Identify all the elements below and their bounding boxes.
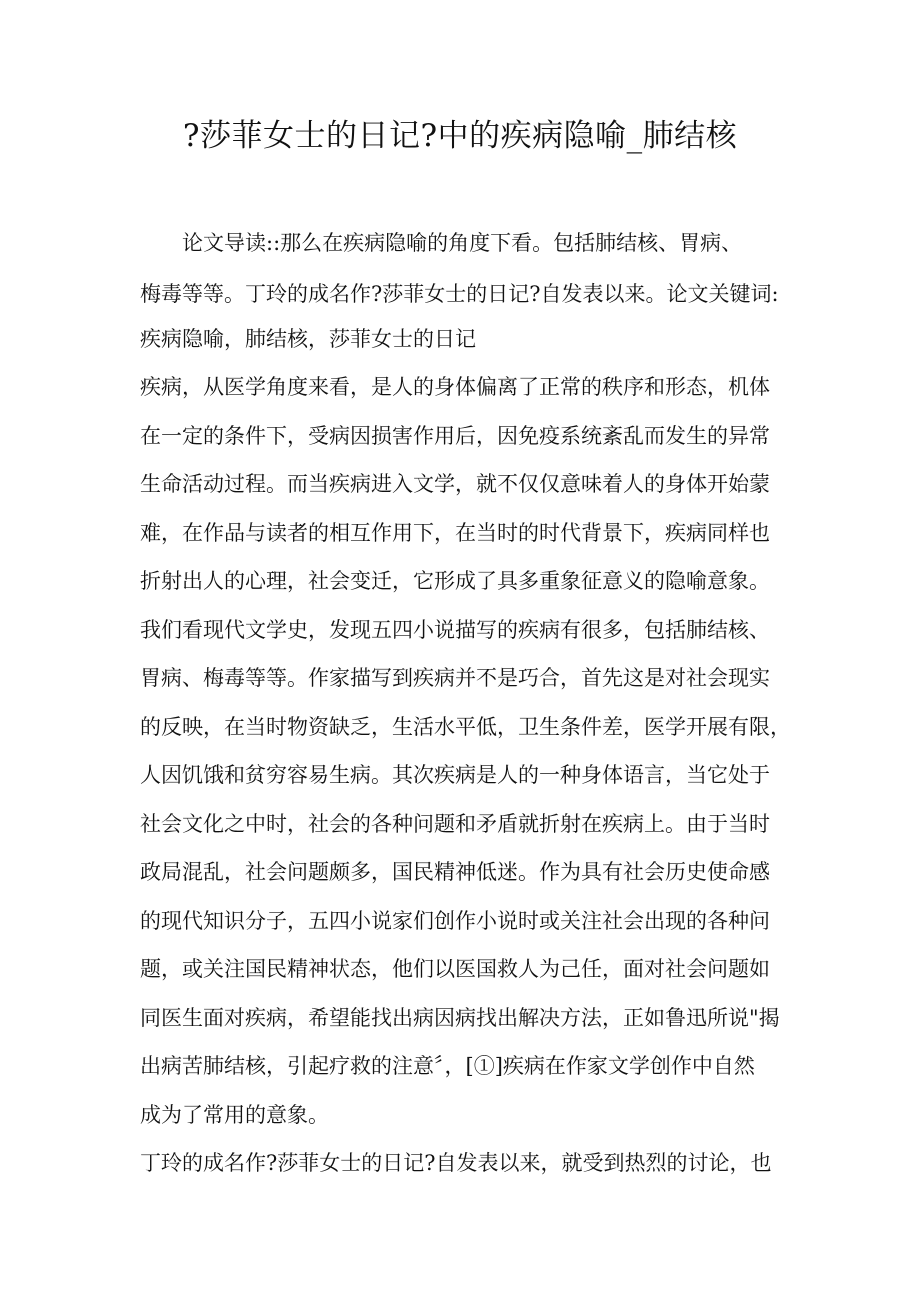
body-line: 人因饥饿和贫穷容易生病。其次疾病是人的一种身体语言，当它处于 <box>140 763 770 787</box>
body-line: 折射出人的心理，社会变迁，它形成了具多重象征意义的隐喻意象。 <box>140 569 770 593</box>
body-line: 在一定的条件下，受病因损害作用后，因免疫系统紊乱而发生的异常 <box>140 424 770 448</box>
document-title: ?莎菲女士的日记?中的疾病隐喻_肺结核 <box>182 118 738 154</box>
body-line: 我们看现代文学史，发现五四小说描写的疾病有很多，包括肺结核、 <box>140 618 770 642</box>
body-line: 成为了常用的意象。 <box>140 1103 329 1127</box>
body-line: 同医生面对疾病，希望能找出病因病找出解决方法，正如鲁迅所说"揭 <box>140 1006 780 1030</box>
abstract-line-1: 论文导读::那么在疾病隐喻的角度下看。包括肺结核、胃病、 <box>182 231 743 255</box>
body-line: 的反映，在当时物资缺乏，生活水平低，卫生条件差，医学开展有限， <box>140 715 791 739</box>
body-line: 生命活动过程。而当疾病进入文学，就不仅仅意味着人的身体开始蒙 <box>140 472 770 496</box>
body-line: 政局混乱，社会问题颇多，国民精神低迷。作为具有社会历史使命感 <box>140 860 770 884</box>
body-line: 的现代知识分子，五四小说家们创作小说时或关注社会出现的各种问 <box>140 909 770 933</box>
abstract-line-2: 梅毒等等。丁玲的成名作?莎菲女士的日记?自发表以来。论文关键词: <box>140 282 779 306</box>
body-line: 胃病、梅毒等等。作家描写到疾病并不是巧合，首先这是对社会现实 <box>140 666 770 690</box>
keywords-line: 疾病隐喻，肺结核，莎菲女士的日记 <box>140 327 476 351</box>
body-line: 丁玲的成名作?莎菲女士的日记?自发表以来，就受到热烈的讨论，也 <box>140 1151 772 1175</box>
body-line: 疾病，从医学角度来看，是人的身体偏离了正常的秩序和形态，机体 <box>140 375 770 399</box>
body-line: 题，或关注国民精神状态，他们以医国救人为己任，面对社会问题如 <box>140 957 770 981</box>
body-line: 出病苦肺结核，引起疗救的注意〞，[①]疾病在作家文学创作中自然 <box>140 1054 755 1078</box>
body-line: 难，在作品与读者的相互作用下，在当时的时代背景下，疾病同样也 <box>140 521 770 545</box>
body-line: 社会文化之中时，社会的各种问题和矛盾就折射在疾病上。由于当时 <box>140 812 770 836</box>
